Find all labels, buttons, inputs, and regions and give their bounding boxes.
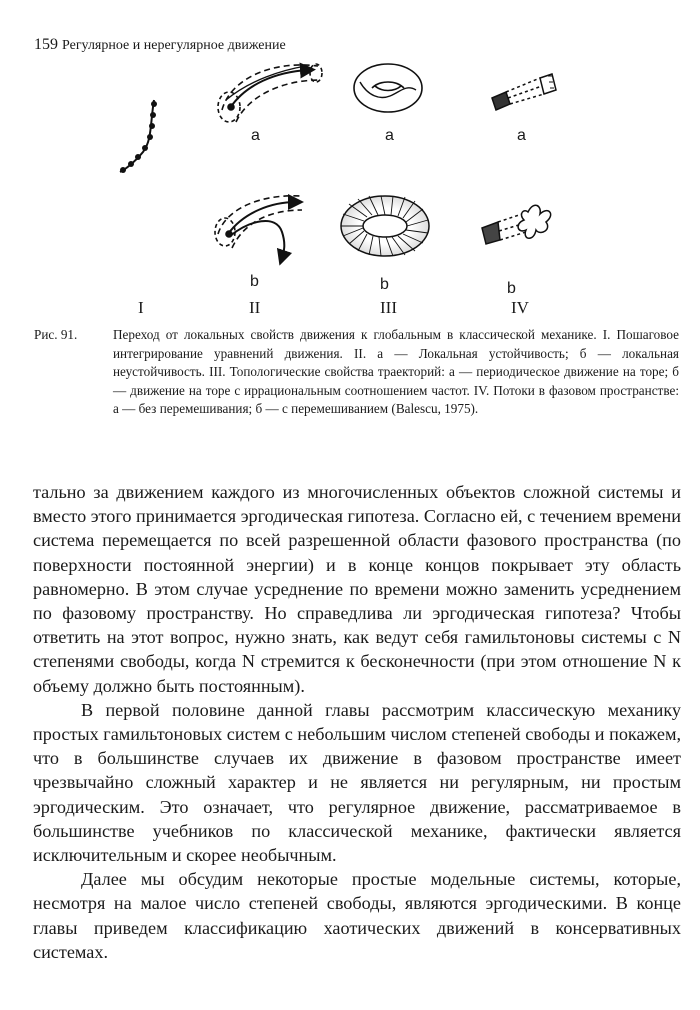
panel-III-b-torus-irrational — [341, 196, 429, 256]
roman-label-I: I — [138, 298, 144, 317]
paragraph: В первой половине данной главы рассмотрим классическую механику простых гамильтоновых систем с небольшим числом степеней свободы и покажем, что в большинстве случаев их движение в фазовом пространстве имеет чрезвычайно сложный характер и не является ни регулярным, ни простым эргодическим. Это означает, что регулярное движение, рассматриваемое в большинстве учебников по классической механике, фактически является исключительным и скорее необычным. — [33, 699, 681, 866]
panel-IV-b-flow-mixing — [482, 205, 551, 244]
roman-label-II: II — [249, 298, 261, 317]
panel-I-stepwise-integration — [120, 100, 157, 173]
running-title: Регулярное и нерегулярное движение — [62, 38, 286, 53]
panel-label-II-b: b — [250, 273, 259, 290]
panel-II-b-local-instability — [215, 196, 302, 258]
panel-label-III-a: a — [385, 127, 394, 144]
panel-IV-a-flow-no-mixing — [492, 74, 556, 110]
panel-label-IV-b: b — [507, 280, 516, 297]
panel-label-IV-a: a — [517, 127, 526, 144]
roman-label-IV: IV — [511, 298, 529, 317]
roman-label-III: III — [380, 298, 397, 317]
figure-91 — [0, 0, 700, 330]
panel-III-a-torus-periodic — [354, 64, 422, 112]
figure-drawing — [0, 0, 700, 330]
paragraph: тально за движением каждого из многочисленных объектов сложной системы и вместо этого принимается эргодическая гипотеза. Согласно ей, с течением времени система перемещается по всей разрешенной области фазового пространства (по поверхности постоянной энергии) и в конце концов покрывает эту область равномерно. В этом случае усреднение по времени можно заменить усреднением по фазовому пространству. Но справедлива ли эргодическая гипотеза? Чтобы ответить на этот вопрос, нужно знать, как ведут себя гамильтоновы системы с N степенями свободы, когда N стремится к бесконечности (при этом отношение N к объему должно быть постоянным). — [33, 482, 681, 696]
caption-text: Переход от локальных свойств движения к глобальным в классической механике. I. Пошаговое интегрирование уравнений движения. II. а — Локальная устойчивость; б — локальная неустойчивость. III. Топологические свойства траекторий: а — периодическое движение на торе; б — движение на торе с иррациональным соотношением частот. IV. Потоки в фазовом пространстве: а — без перемешивания; б — с перемешиванием (Balescu, 1975). — [113, 327, 679, 417]
paragraph: Далее мы обсудим некоторые простые модельные системы, которые, несмотря на малое число степеней свободы, являются эргодическими. В конце главы приведем классификацию хаотических движений в консервативных системах. — [33, 869, 681, 962]
body-text — [33, 480, 681, 964]
page-number: 159 — [34, 36, 58, 53]
panel-label-II-a: a — [251, 127, 260, 144]
panel-II-a-local-stability — [218, 64, 322, 122]
panel-label-III-b: b — [380, 276, 389, 293]
caption-prefix: Рис. 91. — [34, 327, 78, 342]
